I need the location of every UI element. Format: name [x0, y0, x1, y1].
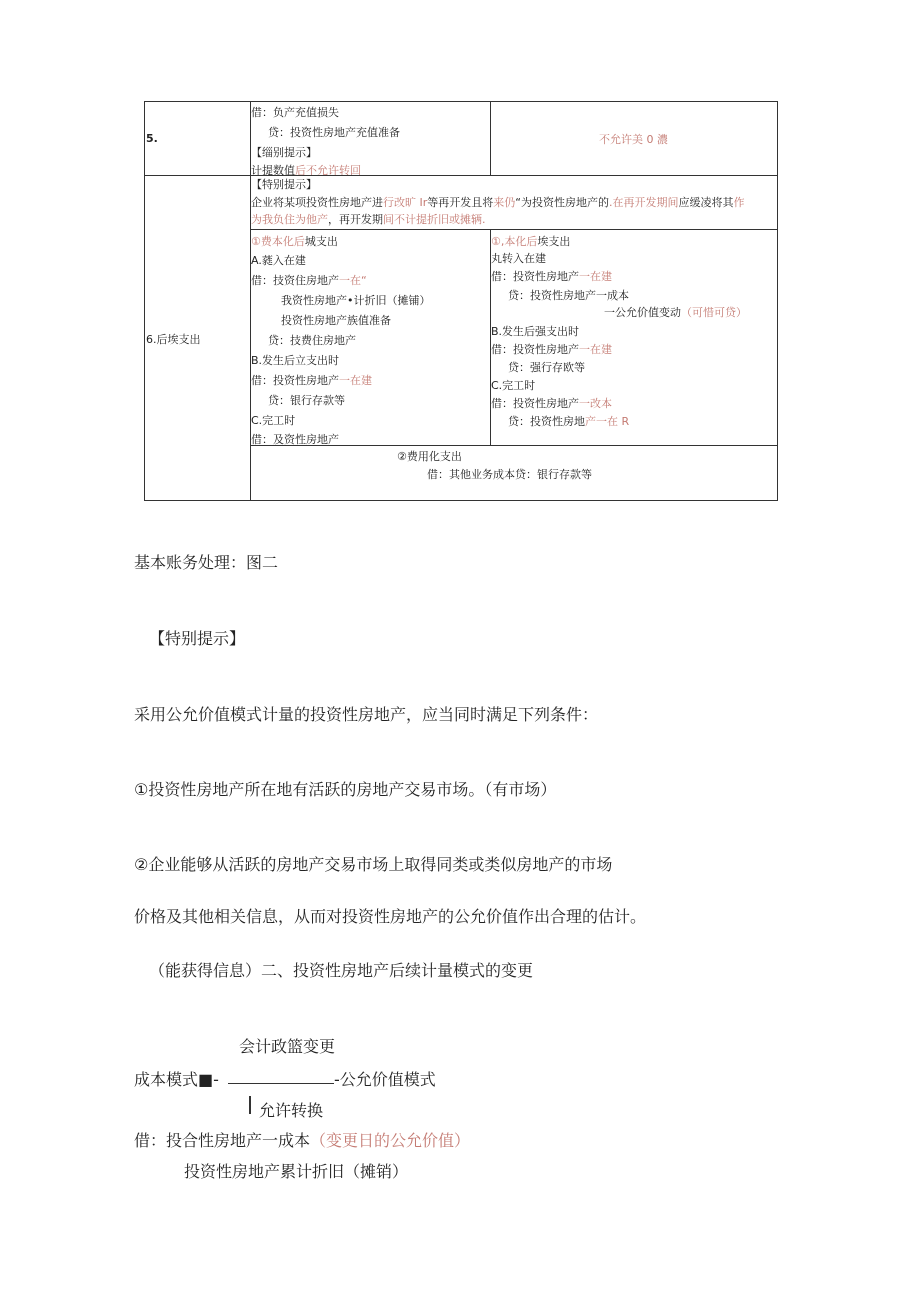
right-credit-1: 贷：投资性房地产一成本 — [508, 289, 629, 302]
diagram-fair-value-model: -公允价值模式 — [334, 1070, 436, 1089]
right-debit-2 — [491, 343, 612, 357]
journal-debit-b: （变更日的公允价值） — [310, 1131, 471, 1150]
expensed-entry: 借：其他业务成本贷：银行存款等 — [427, 468, 592, 481]
left-heading-a: ①费本化后 — [251, 235, 305, 248]
table-border-right — [777, 101, 778, 501]
left-credit-1: 贷：技费住房地产 — [268, 334, 356, 347]
row5-label: 5. — [146, 132, 158, 145]
right-credit-4 — [508, 415, 629, 429]
intro-p7: 应缓凌将其 — [678, 196, 734, 209]
right-debit-3-a: 借：投资性房地产 — [491, 397, 579, 410]
intro-p3: 等再开发且将 — [427, 196, 494, 209]
row6-intro-line2 — [251, 213, 486, 227]
intro-p9: 为我负住为他产 — [251, 213, 328, 226]
intro-p1: 企业将某项投资性房地产进 — [251, 196, 383, 209]
left-step-c: C.完工时 — [251, 414, 296, 427]
row5-credit-line: 贷：投资性房地产充值准备 — [268, 126, 400, 139]
right-debit-2-a: 借：投资性房地产 — [491, 343, 579, 356]
left-debit-4-a: 借：投资性房地产 — [251, 374, 339, 387]
row5-note-a: 计提数值 — [251, 164, 295, 175]
journal-debit-a: 借：投合性房地产一成本 — [134, 1131, 311, 1150]
row5-note-clip — [251, 164, 451, 175]
table-inner-divider-1 — [250, 229, 778, 230]
left-debit-1-b: 一在“ — [339, 274, 367, 287]
right-credit-2 — [604, 306, 747, 320]
diagram-allow-conversion: 允许转换 — [259, 1101, 324, 1120]
left-step-a: A.蕤入在建 — [251, 254, 306, 267]
right-debit-1-b: 一在建 — [579, 270, 612, 283]
left-debit-4-b: 一在建 — [339, 374, 372, 387]
table-border-bottom — [144, 500, 778, 501]
intro-p8: 作 — [733, 196, 745, 209]
right-heading — [491, 235, 570, 249]
row6-tip: 【特别提示】 — [251, 178, 317, 191]
journal-depreciation-line: 投资性房地产累计折旧（摊销） — [184, 1162, 409, 1181]
table-row-divider — [144, 175, 778, 176]
caption: 基本账务处理：图二 — [134, 553, 279, 572]
right-heading-a: ①,本化后 — [491, 235, 538, 248]
left-debit-4 — [251, 374, 372, 388]
paragraph-conditions: 采用公允价值模式计量的投资性房地产，应当同时满足下列条件： — [134, 705, 599, 724]
left-heading — [251, 235, 338, 249]
left-debit-1-a: 借：技资住房地产 — [251, 274, 339, 287]
expensed-heading: ②费用化支出 — [397, 450, 462, 463]
intro-p10: ，再开发期 — [328, 213, 383, 226]
table-border-left — [144, 101, 145, 501]
row6-intro-line1 — [251, 196, 744, 210]
row5-right-note: 不允许美 0 濃 — [599, 133, 668, 146]
condition-2-line2: 价格及其他相关信息，从而对投资性房地产的公允价值作出合理的估计。 — [134, 907, 647, 926]
left-debit-3: 投资性房地产族值准备 — [281, 314, 391, 327]
right-step-c: C.完工时 — [491, 379, 536, 392]
intro-p6: .在再开发期间 — [608, 196, 679, 209]
row5-tip: 【缁别提示】 — [251, 146, 317, 159]
table-border-top — [144, 101, 778, 102]
left-credit-2: 贷：银行存款等 — [268, 394, 345, 407]
right-credit-2-b: （可惜可贷） — [681, 306, 747, 319]
section-heading: （能获得信息）二、投资性房地产后续计量模式的变更 — [149, 961, 534, 980]
intro-p2: 行改旷 Ir — [383, 196, 428, 209]
right-step-a: 丸转入在建 — [491, 252, 546, 265]
left-debit-2: 我资性房地产•计折旧（摊铺） — [281, 294, 431, 307]
left-heading-b: 城支出 — [304, 235, 338, 248]
right-credit-4-b: 产一在 R — [585, 415, 630, 428]
intro-p4: 来仍 — [493, 196, 516, 209]
right-heading-b: 埃支出 — [537, 235, 571, 248]
right-debit-1 — [491, 270, 612, 284]
diagram-policy-change-label: 会计政篮变更 — [239, 1037, 336, 1056]
diagram-vertical-bar — [249, 1096, 251, 1114]
row6-label: 6.后埃支出 — [146, 333, 201, 346]
right-debit-2-b: 一在建 — [579, 343, 612, 356]
right-credit-4-a: 贷：投资性房地 — [508, 415, 585, 428]
left-step-b: B.发生后立支出时 — [251, 354, 340, 367]
journal-debit-line — [134, 1128, 470, 1151]
intro-p5: “为投资性房地产的 — [515, 196, 609, 209]
diagram-arrow-line — [228, 1083, 334, 1084]
left-debit-5: 借：及资性房地产 — [251, 433, 339, 446]
condition-1: ①投资性房地产所在地有活跃的房地产交易市场。（有市场） — [134, 780, 557, 799]
right-debit-3-b: 一改本 — [579, 397, 612, 410]
diagram-cost-model: 成本模式■- — [134, 1070, 219, 1089]
row5-debit-line: 借：负产充值损失 — [251, 106, 339, 119]
right-credit-2-a: 一公允价值变动 — [604, 306, 681, 319]
condition-2-line1: ②企业能够从活跃的房地产交易市场上取得同类或类似房地产的市场 — [134, 855, 613, 874]
right-debit-3 — [491, 397, 612, 411]
table-mid-divider-row5 — [490, 101, 491, 176]
left-debit-1 — [251, 274, 367, 288]
row5-note-b: 后不允许转回 — [295, 164, 361, 175]
right-step-b: B.发生后强支出时 — [491, 325, 580, 338]
special-tip-heading: 【特别提示】 — [149, 629, 246, 648]
right-credit-3: 贷：强行存欧等 — [508, 361, 585, 374]
intro-p11: 间不计提折旧或摊辆. — [383, 213, 486, 226]
right-debit-1-a: 借：投资性房地产 — [491, 270, 579, 283]
